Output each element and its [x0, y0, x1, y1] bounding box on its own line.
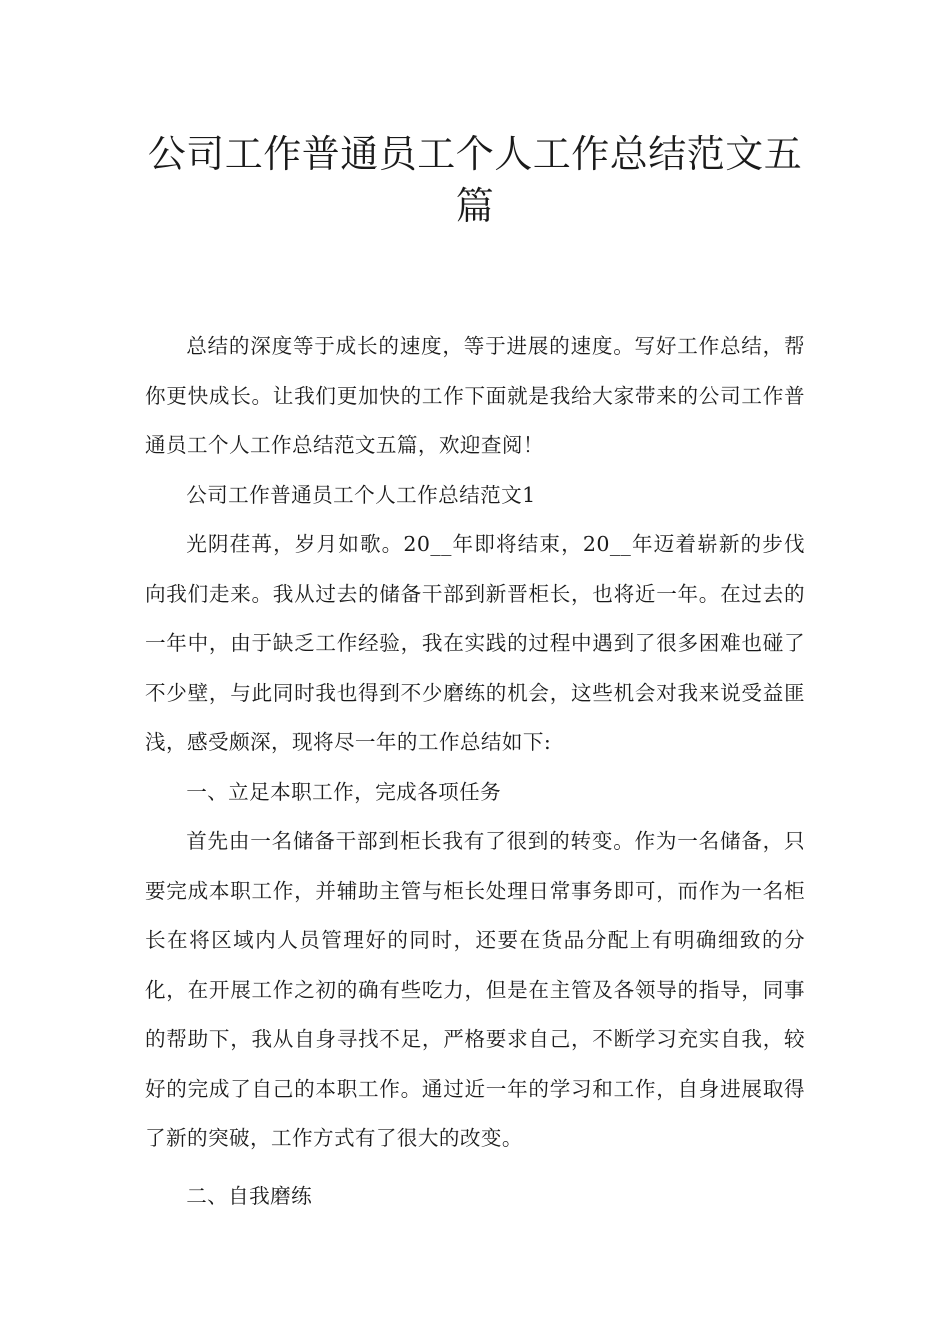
- document-body: [145, 322, 805, 1221]
- intro-paragraph: 总结的深度等于成长的速度，等于进展的速度。写好工作总结，帮你更快成长。让我们更加快的工作下面就是我给大家带来的公司工作普通员工个人工作总结范文五篇，欢迎查阅！: [145, 334, 805, 457]
- section-heading-2: 二、自我磨练: [186, 1183, 313, 1208]
- article-1-paragraph-2: 首先由一名储备干部到柜长我有了很到的转变。作为一名储备，只要完成本职工作，并辅助主管与柜长处理日常事务即可，而作为一名柜长在将区域内人员管理好的同时，还要在货品分配上有明确细致的分化，在开展工作之初的确有些吃力，但是在主管及各领导的指导，同事的帮助下，我从自身寻找不足，严格要求自己，不断学习充实自我，较好的完成了自己的本职工作。通过近一年的学习和工作，自身进展取得了新的突破，工作方式有了很大的改变。: [145, 829, 805, 1150]
- section-heading-article-1: 公司工作普通员工个人工作总结范文1: [186, 482, 536, 507]
- document-title: 公司工作普通员工个人工作总结范文五篇: [147, 132, 803, 228]
- article-1-paragraph-1: 光阴荏苒，岁月如歌。20__年即将结束，20__年迈着崭新的步伐向我们走来。我从过去的储备干部到新晋柜长，也将近一年。在过去的一年中，由于缺乏工作经验，我在实践的过程中遇到了很多困难也碰了不少壁，与此同时我也得到不少磨练的机会，这些机会对我来说受益匪浅，感受颇深，现将尽一年的工作总结如下:: [145, 532, 805, 754]
- section-heading-1: 一、立足本职工作，完成各项任务: [186, 779, 502, 804]
- spacer: [145, 1164, 805, 1172]
